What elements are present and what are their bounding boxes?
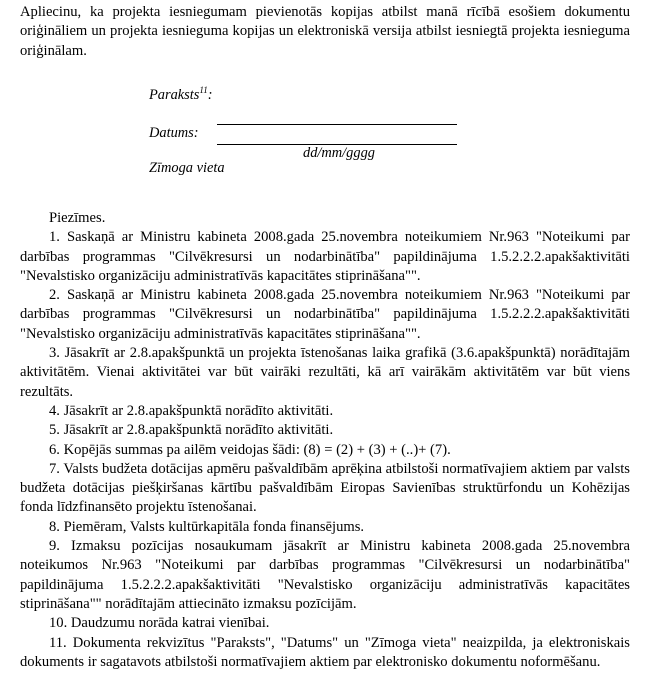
stamp-label: Zīmoga vieta <box>149 160 225 176</box>
date-format-hint: dd/mm/gggg <box>303 145 375 161</box>
notes-title: Piezīmes. <box>49 210 106 226</box>
note-item: 9. Izmaksu pozīcijas nosaukumam jāsakrīt ar Ministru kabineta 2008.gada 25.novembra noteikumos Nr.963 "Noteikumi par darbības programmas "Cilvēkresursi un nodarbinātība" papildinājuma 1.5.2.2.2.apakšaktivitāti "Nevalstisko organizāciju administratīvās kapacitātes stiprināšana"" norādītajām attiecināto izmaksu pozīcijām. <box>20 538 630 612</box>
note-item: 1. Saskaņā ar Ministru kabineta 2008.gada 25.novembra noteikumiem Nr.963 "Noteikumi par darbības programmas "Cilvēkresursi un nodarbinātība" papildinājuma 1.5.2.2.2.apakšaktivitāti "Nevalstisko organizāciju administratīvās kapacitātes stiprināšana"". <box>20 229 630 284</box>
certification-statement: Apliecinu, ka projekta iesniegumam pievienotās kopijas atbilst manā rīcībā esošiem dokumentu oriģināliem un projekta iesnieguma kopijas un elektroniskā versija atbilst iesniegtā projekta iesnieguma oriģinālam. <box>20 4 630 59</box>
note-item: 7. Valsts budžeta dotācijas apmēru pašvaldībām aprēķina atbilstoši normatīvajiem aktiem par valsts budžeta dotācijas piešķiršanas kārtību pašvaldībām Eiropas Savienības struktūrfondu un Kohēzijas fonda līdzfinansēto projektu īstenošanai. <box>20 460 630 516</box>
signature-label: Paraksts$^{11}$: <box>149 85 213 103</box>
signature-footnote-ref: 11 <box>199 85 208 96</box>
note-item: 3. Jāsakrīt ar 2.8.apakšpunktā un projekta īstenošanas laika grafikā (3.6.apakšpunktā) norādītajām aktivitātēm. Vienai aktivitātei var būt vairāki rezultāti, kā arī vairākām aktivitātēm var būt viens rezultāts. <box>20 345 630 400</box>
date-label: Datums: <box>149 125 199 141</box>
note-item: 2. Saskaņā ar Ministru kabineta 2008.gada 25.novembra noteikumiem Nr.963 "Noteikumi par darbības programmas "Cilvēkresursi un nodarbinātība" papildinājuma 1.5.2.2.2.apakšaktivitāti "Nevalstisko organizāciju administratīvās kapacitātes stiprināšana"". <box>20 287 630 342</box>
notes-section <box>20 209 630 672</box>
note-item: 5. Jāsakrīt ar 2.8.apakšpunktā norādīto aktivitāti. <box>49 422 334 439</box>
note-item: 11. Dokumenta rekvizītus "Paraksts", "Datums" un "Zīmoga vieta" neaizpilda, ja elektroniskais dokuments ir sagatavots atbilstoši normatīvajiem aktiem par elektronisko dokumentu noformēšanu. <box>20 634 630 670</box>
note-item: 10. Daudzumu norāda katrai vienībai. <box>49 615 270 632</box>
note-item: 4. Jāsakrīt ar 2.8.apakšpunktā norādīto aktivitāti. <box>49 402 334 419</box>
note-item: 6. Kopējās summas pa ailēm veidojas šādi: (8) = (2) + (3) + (..)+ (7). <box>49 441 451 458</box>
signature-line <box>217 124 457 125</box>
note-item: 8. Piemēram, Valsts kultūrkapitāla fonda finansējums. <box>49 518 365 535</box>
